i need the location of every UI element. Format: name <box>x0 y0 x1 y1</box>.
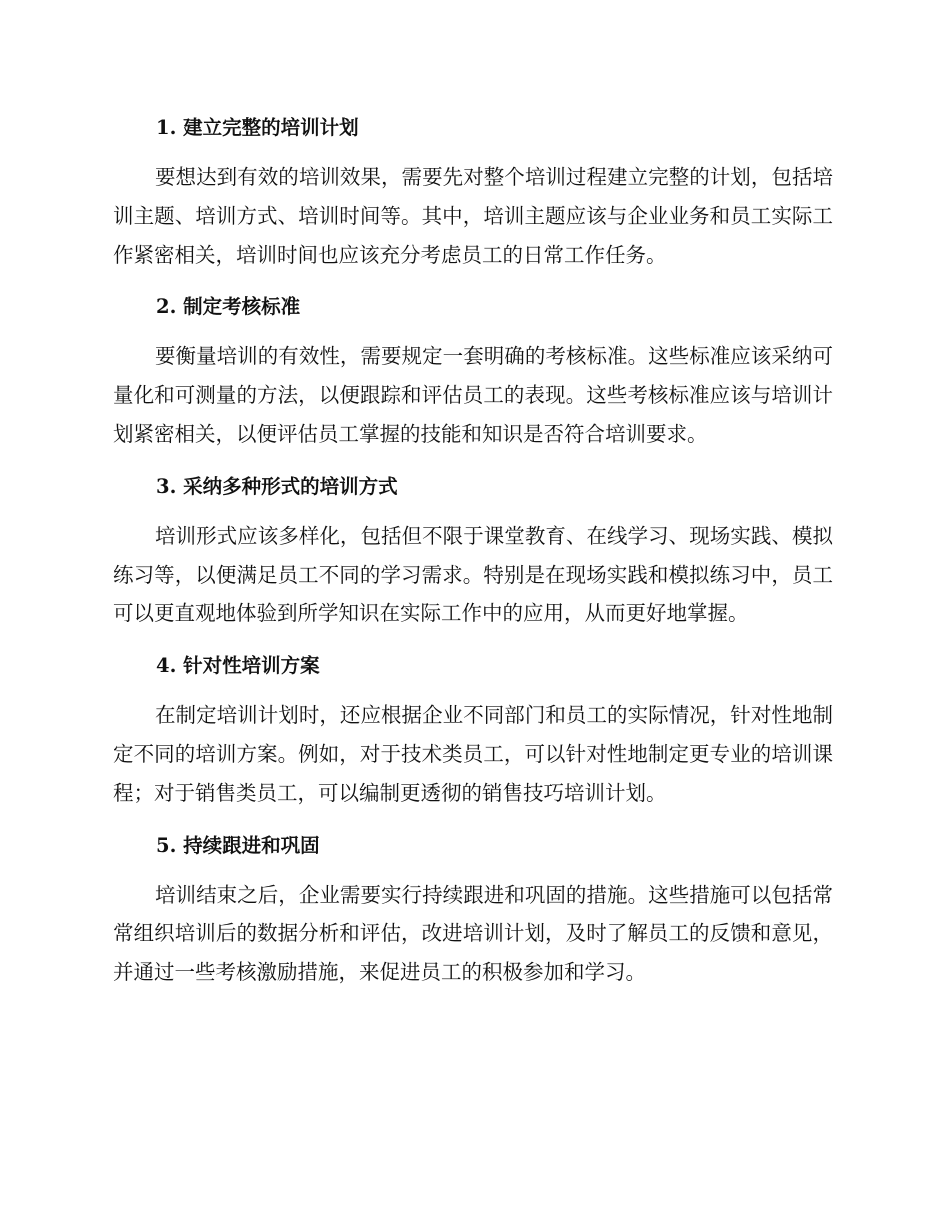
section-3 <box>113 469 833 633</box>
section-4 <box>113 648 833 812</box>
section-heading: 3. 采纳多种形式的培训方式 <box>156 474 398 498</box>
section-paragraph: 培训形式应该多样化，包括但不限于课堂教育、在线学习、现场实践、模拟练习等，以便满足员工不同的学习需求。特别是在现场实践和模拟练习中，员工可以更直观地体验到所学知识在实际工作中的应用，从而更好地掌握。 <box>113 523 833 626</box>
section-paragraph: 要衡量培训的有效性，需要规定一套明确的考核标准。这些标准应该采纳可量化和可测量的方法，以便跟踪和评估员工的表现。这些考核标准应该与培训计划紧密相关，以便评估员工掌握的技能和知识是否符合培训要求。 <box>113 344 833 446</box>
section-2 <box>113 289 833 453</box>
section-heading: 5. 持续跟进和巩固 <box>156 833 320 857</box>
section-heading: 1. 建立完整的培训计划 <box>156 116 359 139</box>
section-paragraph: 培训结束之后，企业需要实行持续跟进和巩固的措施。这些措施可以包括常常组织培训后的数据分析和评估，改进培训计划，及时了解员工的反馈和意见，并通过一些考核激励措施，来促进员工的积极参加和学习。 <box>113 882 833 985</box>
section-5 <box>113 828 833 992</box>
section-1 <box>113 110 833 274</box>
section-paragraph: 在制定培训计划时，还应根据企业不同部门和员工的实际情况，针对性地制定不同的培训方案。例如，对于技术类员工，可以针对性地制定更专业的培训课程；对于销售类员工，可以编制更透彻的销售技巧培训计划。 <box>113 703 833 805</box>
section-heading: 2. 制定考核标准 <box>156 295 301 319</box>
section-heading: 4. 针对性培训方案 <box>156 654 320 678</box>
document-body <box>113 110 833 992</box>
section-paragraph: 要想达到有效的培训效果，需要先对整个培训过程建立完整的计划，包括培训主题、培训方式、培训时间等。其中，培训主题应该与企业业务和员工实际工作紧密相关，培训时间也应该充分考虑员工的日常工作任务。 <box>113 165 833 267</box>
